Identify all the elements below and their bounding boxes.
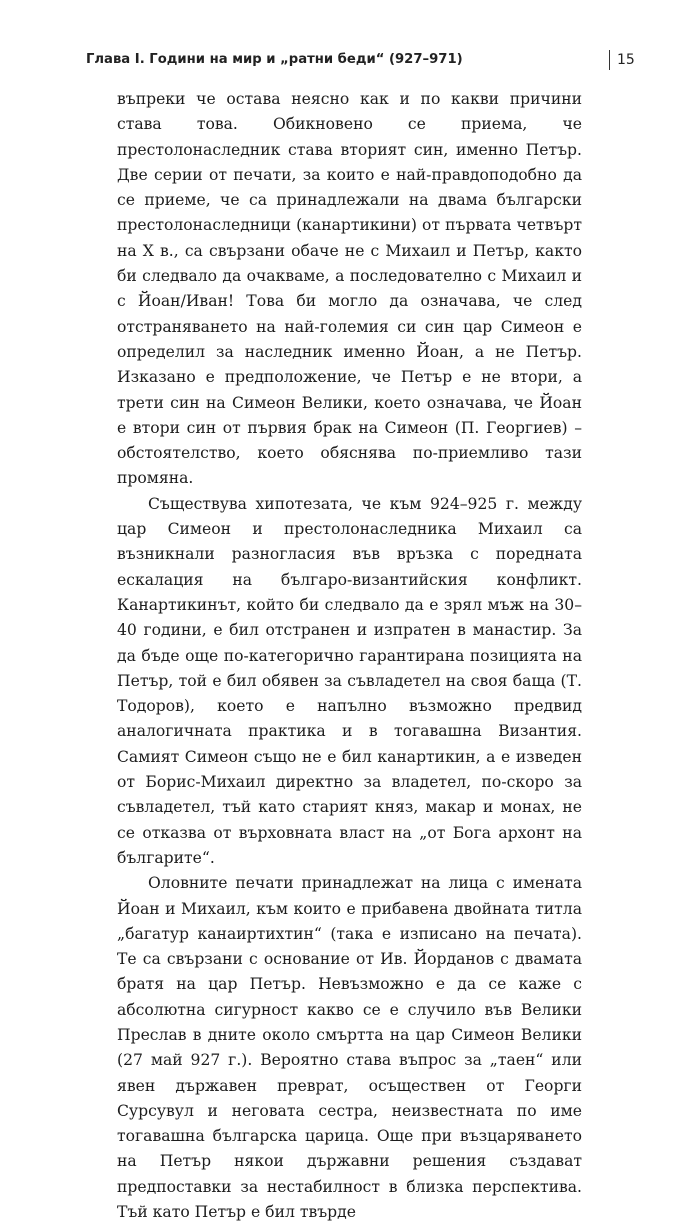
paragraph: Оловните печати принадлежат на лица с имената Йоан и Михаил, към които е прибавена двойната титла „багатур канаиртихтин“ (така е изписано на печата). Те са свързани с основание от Ив. Йорданов с двамата братя на цар Петър. Невъзможно е да се каже с абсолютна сигурност какво се е случило във Велики Преслав в дните около смъртта на цар Симеон Велики (27 май 927 г.). Вероятно става въпрос за „таен“ или явен държавен преврат, осъществен от Георги Сурсувул и неговата сестра, неизвестната по име тогавашна българска царица. Още при възцаряването на Петър някои държавни решения създават предпоставки за нестабилност в близка перспектива. Тъй като Петър е бил твърде (117, 874, 582, 1222)
page-number: 15 (617, 52, 635, 68)
chapter-title: Глава I. Години на мир и „ратни беди“ (927–971) (86, 52, 463, 67)
paragraph-continued: въпреки че остава неясно как и по какви причини става това. Обикновено се приема, че престолонаследник става вторият син, именно Петър. Две серии от печати, за които е най-правдоподобно да се приеме, че са принадлежали на двама български престолонаследници (канартикини) от първата четвърт на X в., са свързани обаче не с Михаил и Петър, както би следвало да очакваме, а последователно с Михаил и с Йоан/Иван! Това би могло да означава, че след отстраняването на най-големия си син цар Симеон е определил за наследник именно Йоан, а не Петър. Изказано е предположение, че Петър е не втори, а трети син на Симеон Велики, което означава, че Йоан е втори син от първия брак на Симеон (П. Георгиев) – обстоятелство, което обяснява по-приемливо тази промяна. (117, 90, 582, 488)
running-head (86, 48, 646, 72)
body-text (117, 87, 582, 1225)
paragraph: Съществува хипотезата, че към 924–925 г. между цар Симеон и престолонаследника Михаил са възникнали разногласия във връзка с поредната ескалация на българо-византийския конфликт. Канартикинът, който би следвало да е зрял мъж на 30–40 години, е бил отстранен и изпратен в манастир. За да бъде още по-категорично гарантирана позицията на Петър, той е бил обявен за съвладетел на своя баща (Т. Тодоров), което е напълно възможно предвид аналогичната практика и в тогавашна Византия. Самият Симеон също не е бил канартикин, а е изведен от Борис-Михаил директно за владетел, по-скоро за съвладетел, тъй като старият княз, макар и монах, не се отказва от върховната власт на „от Бога архонт на българите“. (117, 494, 582, 867)
header-divider (609, 50, 610, 70)
